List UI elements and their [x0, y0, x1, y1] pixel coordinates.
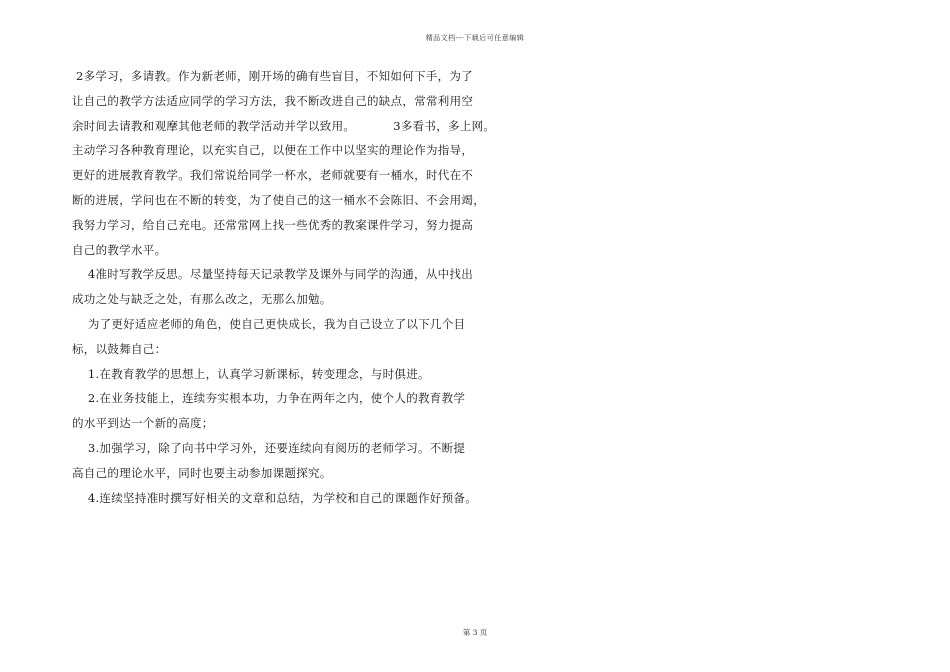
paragraph-line: 我努力学习，给自己充电。还常常网上找一些优秀的教案课件学习，努力提高 — [72, 217, 474, 232]
paragraph-line: 标，以鼓舞自己： — [72, 341, 167, 356]
paragraph-line: 高自己的理论水平，同时也要主动参加课题探究。 — [72, 465, 332, 480]
body-text — [72, 64, 496, 510]
paragraph-line: 1.在教育教学的思想上，认真学习新课标，转变理念，与时俱进。 — [72, 366, 430, 381]
paragraph-line: 自己的教学水平。 — [72, 242, 167, 257]
paragraph-line: 为了更好适应老师的角色，使自己更快成长，我为自己设立了以下几个目 — [72, 316, 466, 331]
paragraph-line: 断的进展，学问也在不断的转变，为了使自己的这一桶水不会陈旧、不会用竭， — [72, 192, 485, 207]
paragraph-line-tail: 3多看书，多上网。 — [393, 118, 496, 133]
paragraph-line: 主动学习各种教育理论，以充实自己，以便在工作中以坚实的理论作为指导， — [72, 143, 474, 158]
page-number: 第 3 页 — [462, 628, 488, 637]
paragraph-line: 更好的进展教育教学。我们常说给同学一杯水，老师就要有一桶水，时代在不 — [72, 168, 474, 183]
paragraph-line: 4准时写教学反思。尽量坚持每天记录教学及课外与同学的沟通，从中找出 — [72, 267, 474, 282]
paragraph-line — [72, 114, 496, 139]
paragraph-line-text: 余时间去请教和观摩其他老师的教学活动并学以致用。 — [72, 118, 356, 133]
paragraph-line: 成功之处与缺乏之处，有那么改之，无那么加勉。 — [72, 292, 332, 307]
paragraph-line: 2多学习，多请教。作为新老师，刚开场的确有些盲目，不知如何下手，为了 — [72, 69, 473, 83]
paragraph-line: 4.连续坚持准时撰写好相关的文章和总结，为学校和自己的课题作好预备。 — [72, 490, 477, 505]
paragraph-line: 的水平到达一个新的高度； — [72, 416, 214, 431]
page-header: 精品文档---下载后可任意编辑 — [425, 34, 525, 42]
paragraph-line: 3.加强学习，除了向书中学习外，还要连续向有阅历的老师学习。不断提 — [72, 440, 466, 455]
paragraph-line: 2.在业务技能上，连续夯实根本功，力争在两年之内，使个人的教育教学 — [72, 391, 466, 406]
paragraph-line: 让自己的教学方法适应同学的学习方法，我不断改进自己的缺点，常常利用空 — [72, 93, 474, 108]
